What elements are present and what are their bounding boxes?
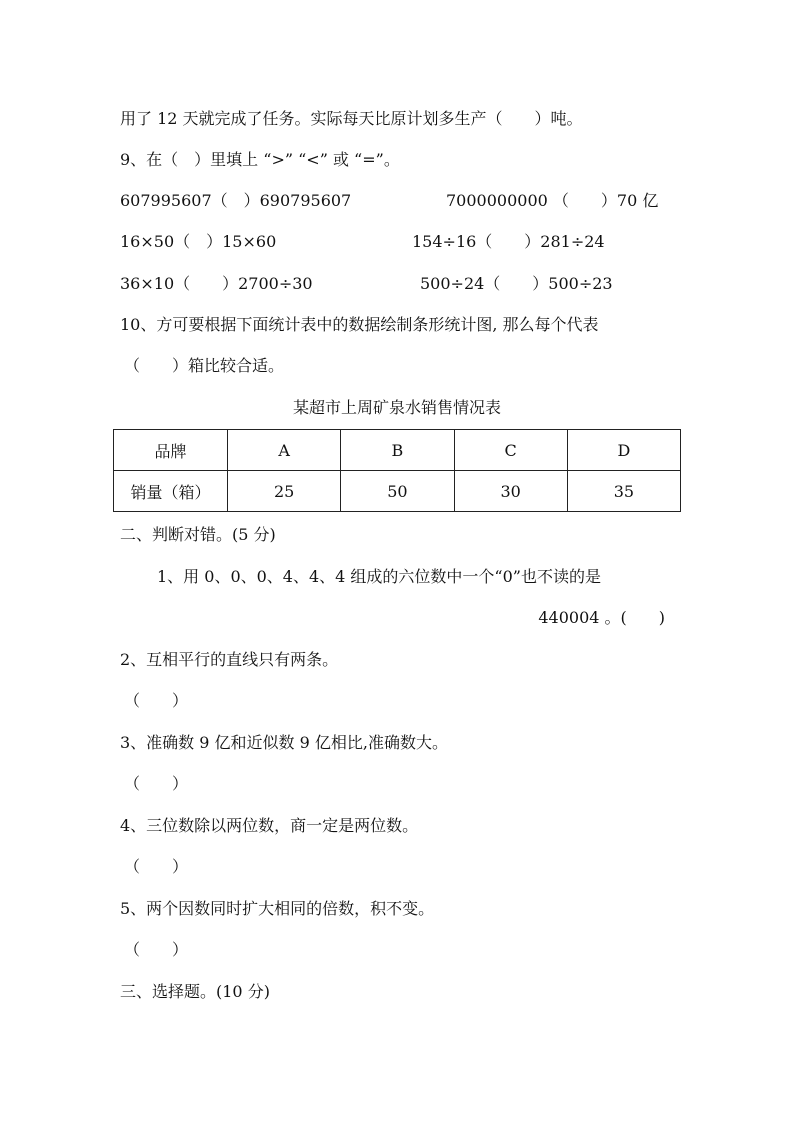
table-header-label: 品牌 — [114, 430, 228, 471]
table-value: 35 — [567, 471, 680, 512]
q9-row-2-right: 154÷16（ ）281÷24 — [412, 232, 605, 251]
section-3-heading: 三、选择题。(10 分) — [120, 982, 270, 1001]
table-value-row — [114, 471, 681, 512]
q10-line-1: 10、方可要根据下面统计表中的数据绘制条形统计图, 那么每个代表 — [120, 315, 599, 334]
table-brand: D — [567, 430, 680, 471]
table-value: 50 — [341, 471, 454, 512]
table-row-label: 销量（箱） — [114, 471, 228, 512]
q9-row-2-left: 16×50（ ）15×60 — [120, 232, 277, 251]
judge-item-1-line-1: 1、用 0、0、0、4、4、4 组成的六位数中一个“0”也不读的是 — [157, 567, 601, 586]
q10-line-2: （ ）箱比较合适。 — [124, 356, 285, 375]
table-header-row — [114, 430, 681, 471]
table-title: 某超市上周矿泉水销售情况表 — [292, 398, 501, 417]
table-value: 30 — [454, 471, 567, 512]
table-brand: A — [228, 430, 341, 471]
table-brand: B — [341, 430, 454, 471]
q9-row-3-left: 36×10（ ）2700÷30 — [120, 274, 313, 293]
table-value: 25 — [228, 471, 341, 512]
judge-item-2: 2、互相平行的直线只有两条。 — [120, 650, 339, 669]
judge-item-3-blank: （ ） — [124, 774, 189, 793]
q9-prompt: 9、在（ ）里填上 “>” “<” 或 “=”。 — [120, 150, 400, 169]
judge-item-4-blank: （ ） — [124, 857, 189, 876]
table-brand: C — [454, 430, 567, 471]
q9-row-1-left: 607995607（ ）690795607 — [120, 191, 352, 210]
judge-item-5-blank: （ ） — [124, 940, 189, 959]
judge-item-5: 5、两个因数同时扩大相同的倍数，积不变。 — [120, 899, 435, 918]
q8-tail: 用了 12 天就完成了任务。实际每天比原计划多生产（ ）吨。 — [120, 109, 583, 128]
judge-item-3: 3、准确数 9 亿和近似数 9 亿相比,准确数大。 — [120, 733, 448, 752]
section-2-heading: 二、判断对错。(5 分) — [120, 525, 276, 544]
judge-item-2-blank: （ ） — [124, 691, 189, 710]
judge-item-4: 4、三位数除以两位数，商一定是两位数。 — [120, 816, 419, 835]
q9-row-3-right: 500÷24（ ）500÷23 — [420, 274, 613, 293]
q9-row-1-right: 7000000000 （ ）70 亿 — [446, 191, 659, 210]
judge-item-1-line-2: 440004 。( ) — [538, 608, 665, 627]
sales-table — [113, 429, 681, 512]
